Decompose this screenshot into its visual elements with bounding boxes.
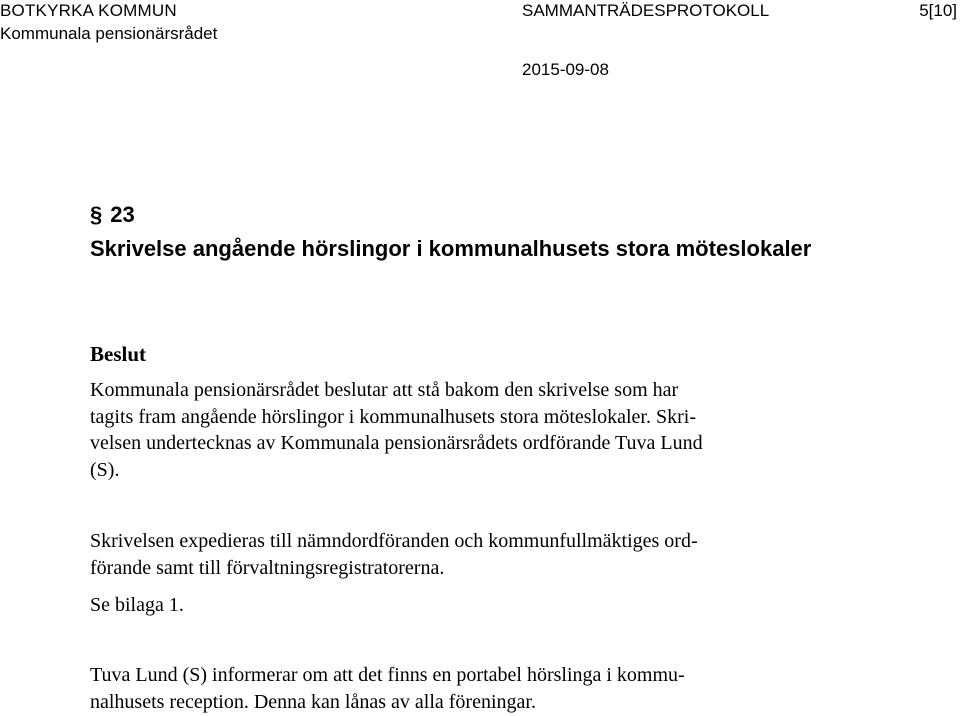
- section-title: Skrivelse angående hörslingor i kommunalhusets stora möteslokaler: [90, 236, 812, 261]
- committee-name: Kommunala pensionärsrådet: [0, 24, 218, 43]
- paragraph-line: nalhusets reception. Denna kan lånas av alla föreningar.: [90, 690, 536, 713]
- paragraph-line: Tuva Lund (S) informerar om att det finns en portabel hörslinga i kommu-: [90, 664, 685, 686]
- attachment-note: Se bilaga 1.: [90, 594, 184, 616]
- distribution-paragraph: [90, 528, 830, 581]
- document-type: SAMMANTRÄDESPROTOKOLL: [522, 1, 770, 20]
- paragraph-line: förande samt till förvaltningsregistratorerna.: [90, 556, 445, 579]
- paragraph-line: Kommunala pensionärsrådet beslutar att stå bakom den skrivelse som har: [90, 379, 679, 401]
- section-heading: [90, 197, 135, 233]
- paragraph-line: tagits fram angående hörslingor i kommunalhusets stora möteslokaler. Skri-: [90, 405, 696, 428]
- meeting-date: 2015-09-08: [522, 60, 609, 79]
- paragraph-line: velsen undertecknas av Kommunala pensionärsrådets ordförande Tuva Lund: [90, 432, 703, 454]
- page-number: 5[10]: [919, 1, 957, 20]
- information-paragraph: [90, 662, 830, 715]
- paragraph-line: (S).: [90, 458, 120, 481]
- section-number: 23: [110, 202, 135, 227]
- decision-paragraph: [90, 377, 830, 483]
- organization-name: BOTKYRKA KOMMUN: [0, 1, 177, 20]
- section-sign: §: [90, 202, 103, 227]
- paragraph-line: Skrivelsen expedieras till nämndordföranden och kommunfullmäktiges ord-: [90, 530, 698, 552]
- decision-heading: Beslut: [90, 342, 147, 366]
